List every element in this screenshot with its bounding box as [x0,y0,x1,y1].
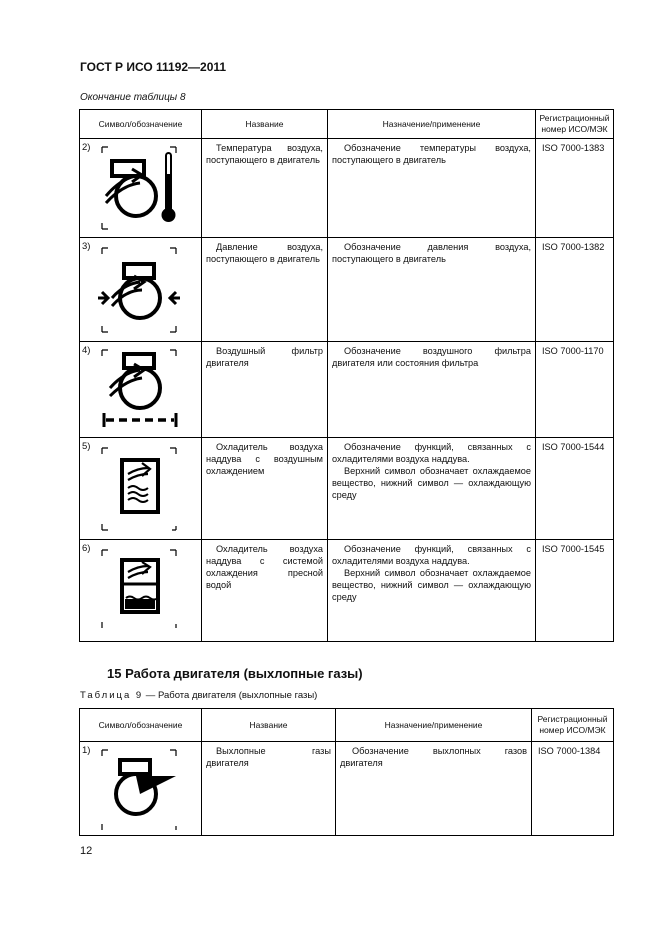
page-number: 12 [80,845,93,857]
purpose-text: Обозначение выхлопных газов двигателя [340,746,527,768]
column-header-registration: Регистрационный номер ИСО/МЭК [536,110,614,139]
purpose-text: Верхний символ обозначает охлаждаемое вещество, нижний символ — охлаждающую среду [332,568,531,602]
table-row [80,139,614,238]
row-purpose [328,438,536,540]
row-purpose [328,540,536,642]
table-header-row [80,709,614,742]
column-header-name: Название [202,110,328,139]
air-temperature-icon [80,139,200,238]
symbol-cell [80,342,202,438]
row-purpose [336,742,532,836]
row-name: Охладитель воздуха наддува с воздушным охлаждением [202,438,328,540]
section-heading: 15 Работа двигателя (выхлопные газы) [107,666,363,681]
air-filter-icon [80,342,200,438]
symbol-cell [80,438,202,540]
row-registration: ISO 7000-1382 [536,238,614,342]
document-header: ГОСТ Р ИСО 11192—2011 [80,60,227,74]
column-header-symbol: Символ/обозначение [80,110,202,139]
exhaust-gas-icon [80,742,200,836]
row-number: 1) [82,745,91,756]
table-9 [79,708,614,836]
purpose-text: Обозначение функций, связанных с охладителями воздуха наддува. [332,442,531,464]
row-name: Воздушный фильтр двигателя [202,342,328,438]
row-registration: ISO 7000-1384 [532,742,614,836]
symbol-cell [80,139,202,238]
table-caption [80,690,317,701]
row-registration: ISO 7000-1544 [536,438,614,540]
purpose-text: Обозначение давления воздуха, поступающего в двигатель [332,242,531,264]
row-name: Охладитель воздуха наддува с системой охлаждения пресной водой [202,540,328,642]
row-name: Давление воздуха, поступающего в двигатель [202,238,328,342]
row-number: 4) [82,345,91,356]
table-caption-title: — Работа двигателя (выхлопные газы) [143,690,318,701]
symbol-cell [80,238,202,342]
purpose-text: Верхний символ обозначает охлаждаемое вещество, нижний символ — охлаждающую среду [332,466,531,500]
table-row [80,238,614,342]
table-row [80,438,614,540]
row-registration: ISO 7000-1545 [536,540,614,642]
table-continuation-label: Окончание таблицы 8 [80,92,186,103]
row-number: 2) [82,142,91,153]
purpose-text: Обозначение функций, связанных с охладителями воздуха наддува. [332,544,531,566]
row-number: 6) [82,543,91,554]
row-registration: ISO 7000-1383 [536,139,614,238]
table-row [80,342,614,438]
row-number: 3) [82,241,91,252]
table-row [80,540,614,642]
column-header-symbol: Символ/обозначение [80,709,202,742]
row-name: Выхлопные газы двигателя [202,742,336,836]
symbol-cell [80,540,202,642]
table-header-row [80,110,614,139]
purpose-text: Обозначение воздушного фильтра двигателя или состояния фильтра [332,346,531,368]
row-purpose [328,139,536,238]
row-purpose [328,238,536,342]
air-pressure-icon [80,238,200,342]
column-header-registration: Регистрационный номер ИСО/МЭК [532,709,614,742]
water-cooled-charge-cooler-icon [80,540,200,642]
column-header-name: Название [202,709,336,742]
row-registration: ISO 7000-1170 [536,342,614,438]
table-8 [79,109,614,642]
column-header-purpose: Назначение/применение [336,709,532,742]
row-purpose [328,342,536,438]
air-cooled-charge-cooler-icon [80,438,200,540]
row-name: Температура воздуха, поступающего в двигатель [202,139,328,238]
column-header-purpose: Назначение/применение [328,110,536,139]
symbol-cell [80,742,202,836]
row-number: 5) [82,441,91,452]
table-caption-prefix: Таблица 9 [80,690,144,701]
table-row [80,742,614,836]
purpose-text: Обозначение температуры воздуха, поступающего в двигатель [332,143,531,165]
